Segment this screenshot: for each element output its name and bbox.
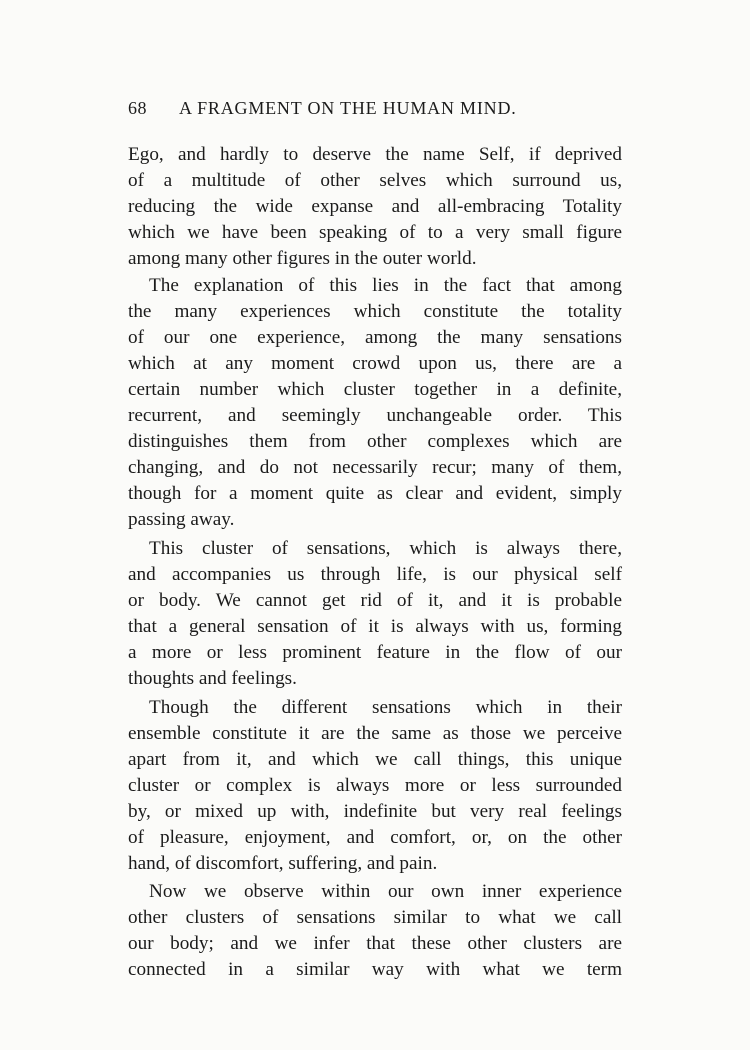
text-line: cluster or complex is always more or less surrounded (128, 775, 622, 796)
text-line: distinguishes them from other complexes which are (128, 431, 622, 452)
text-line: of our one experience, among the many sensations (128, 327, 622, 348)
text-line: recurrent, and seemingly unchangeable order. This (128, 405, 622, 426)
text-line: The explanation of this lies in the fact that among (149, 275, 622, 296)
text-line: other clusters of sensations similar to what we call (128, 907, 622, 928)
text-line: of pleasure, enjoyment, and comfort, or, on the other (128, 827, 622, 848)
text-line: passing away. (128, 509, 235, 530)
text-line: the many experiences which constitute the totality (128, 301, 622, 322)
text-line: certain number which cluster together in a definite, (128, 379, 622, 400)
page-number: 68 (128, 98, 147, 118)
running-head (128, 96, 628, 120)
text-line: which at any moment crowd upon us, there are a (128, 353, 622, 374)
text-line: a more or less prominent feature in the flow of our (128, 642, 622, 663)
text-line: by, or mixed up with, indefinite but very real feelings (128, 801, 622, 822)
text-line: hand, of discomfort, suffering, and pain. (128, 853, 438, 874)
text-line: connected in a similar way with what we term (128, 959, 622, 980)
text-line: that a general sensation of it is always with us, forming (128, 616, 622, 637)
text-line: reducing the wide expanse and all-embracing Totality (128, 196, 622, 217)
text-line: This cluster of sensations, which is always there, (149, 538, 622, 559)
text-line: Now we observe within our own inner experience (149, 881, 622, 902)
text-line: apart from it, and which we call things, this unique (128, 749, 622, 770)
text-line: Ego, and hardly to deserve the name Self, if deprived (128, 144, 622, 165)
text-line: or body. We cannot get rid of it, and it is probable (128, 590, 622, 611)
text-line: our body; and we infer that these other clusters are (128, 933, 622, 954)
text-line: Though the different sensations which in their (149, 697, 622, 718)
text-line: and accompanies us through life, is our physical self (128, 564, 622, 585)
text-line: though for a moment quite as clear and evident, simply (128, 483, 622, 504)
text-line: changing, and do not necessarily recur; many of them, (128, 457, 622, 478)
running-title: A FRAGMENT ON THE HUMAN MIND. (179, 98, 517, 118)
text-line: thoughts and feelings. (128, 668, 297, 689)
text-line: among many other figures in the outer world. (128, 248, 477, 269)
text-line: which we have been speaking of to a very small figure (128, 222, 622, 243)
text-line: of a multitude of other selves which surround us, (128, 170, 622, 191)
text-line: ensemble constitute it are the same as those we perceive (128, 723, 622, 744)
